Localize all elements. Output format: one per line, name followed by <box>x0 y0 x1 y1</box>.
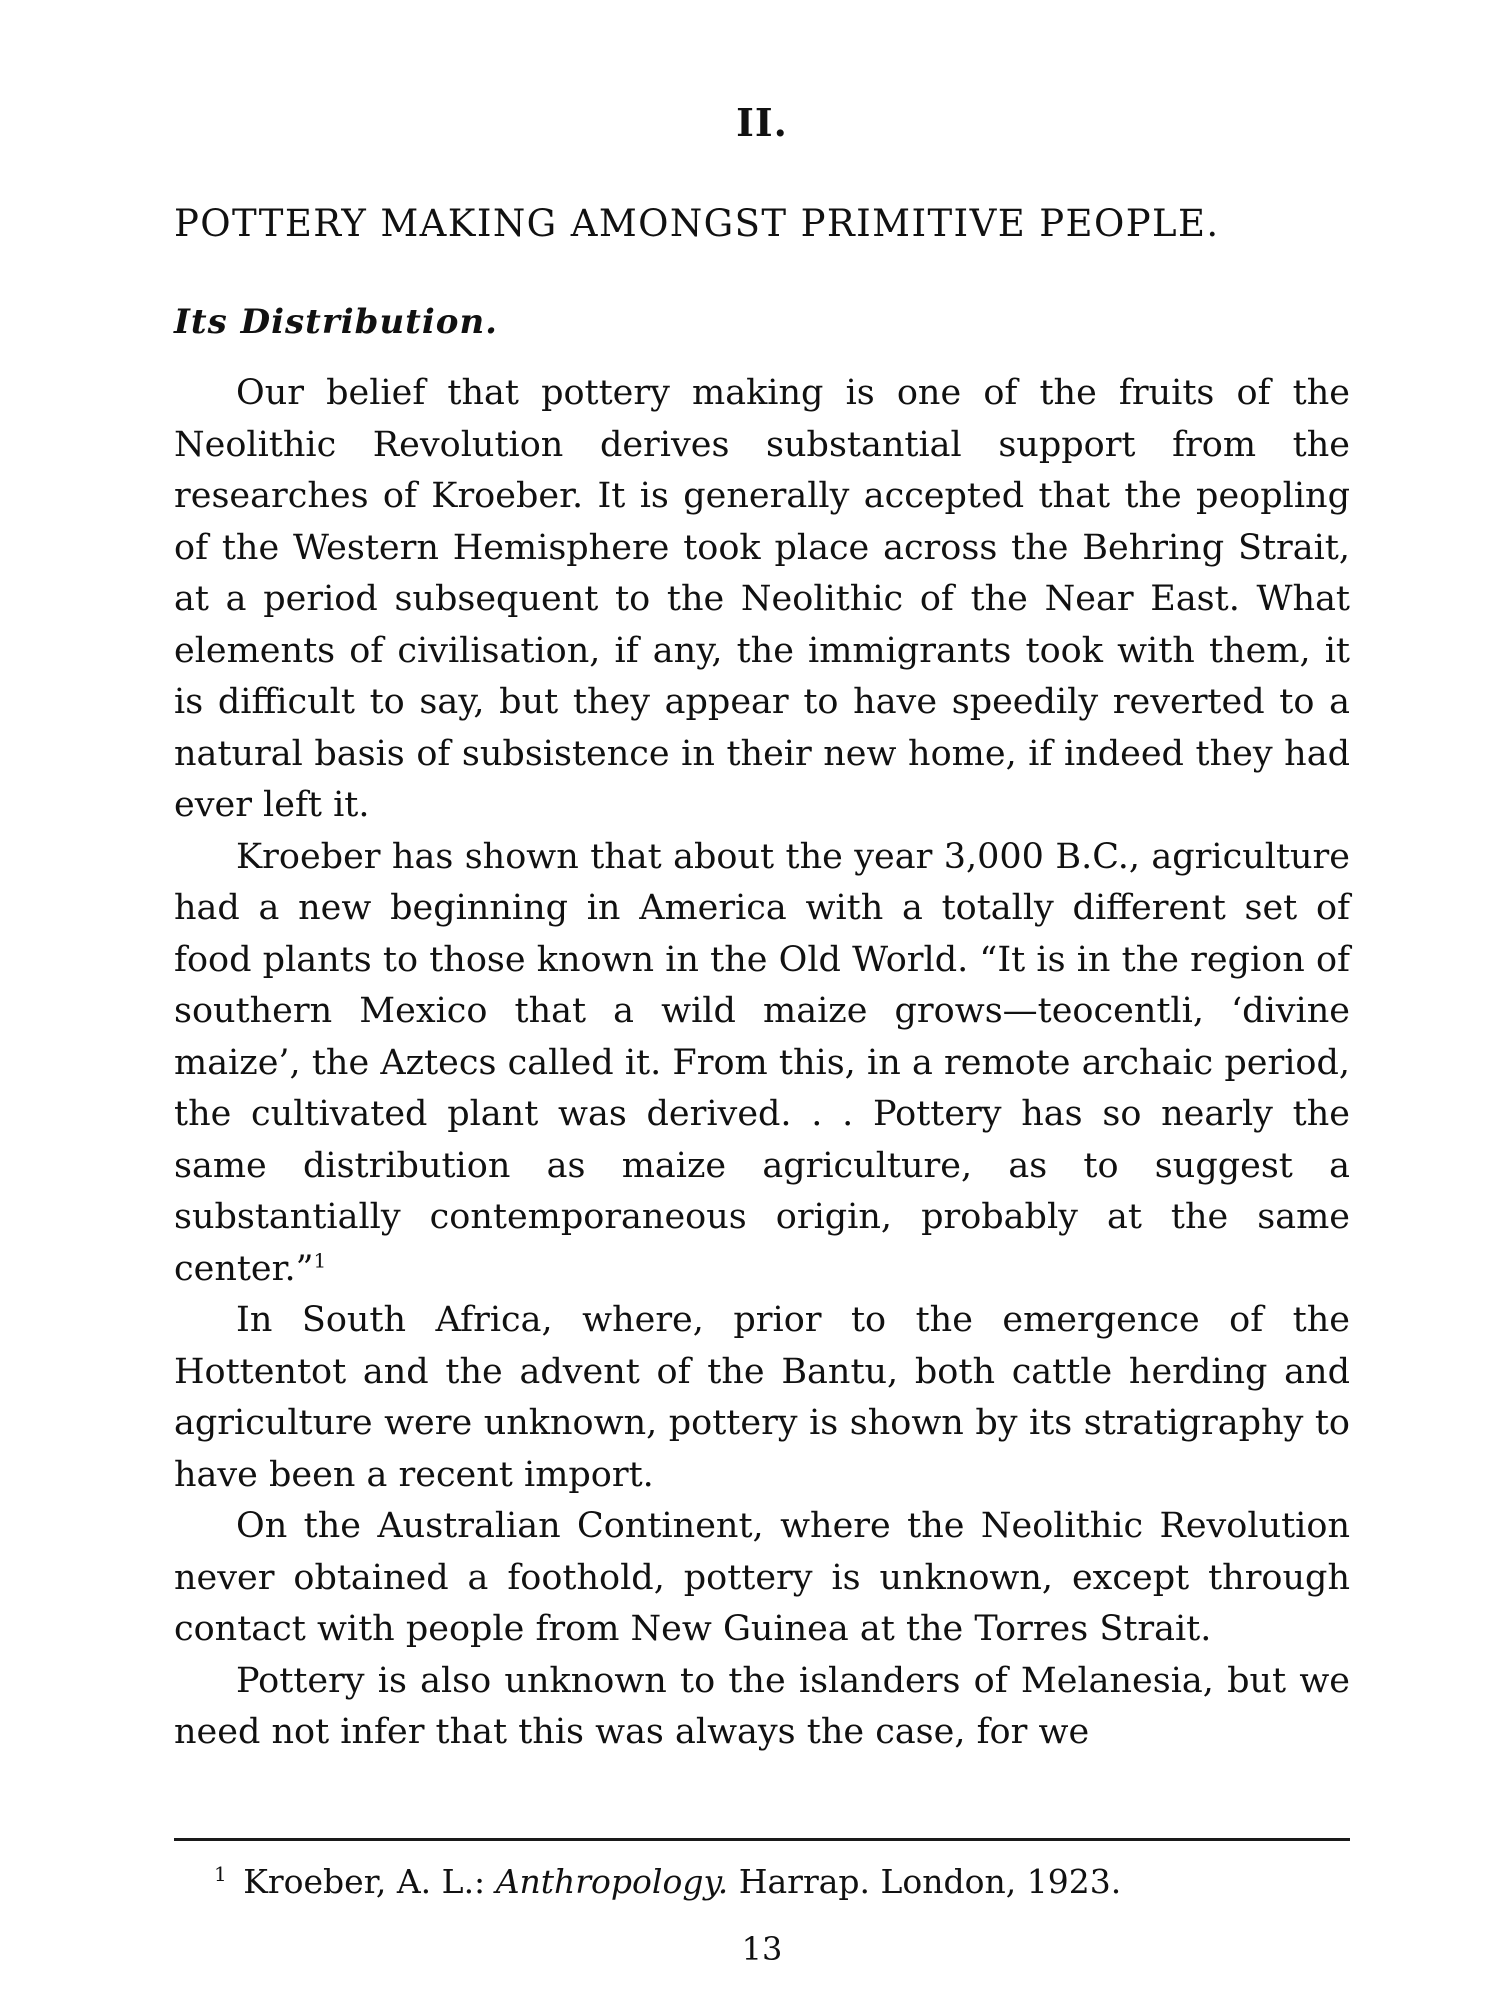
body-text <box>174 368 1350 1759</box>
paragraph: On the Australian Continent, where the Neolithic Revolution never obtained a foothold, pottery is unknown, except through contact with people from New Guinea at the Torres Strait. <box>174 1506 1350 1649</box>
chapter-number: II. <box>736 100 788 145</box>
book-page <box>174 0 1350 2000</box>
section-heading: Its Distribution. <box>174 302 499 342</box>
footnote-divider <box>174 1838 1350 1841</box>
chapter-title: POTTERY MAKING AMONGST PRIMITIVE PEOPLE. <box>174 202 1220 245</box>
footnote-reference: 1 <box>313 1247 327 1272</box>
footnote-work: Anthropology. <box>495 1862 729 1901</box>
footnote <box>214 1862 1121 1901</box>
paragraph: Our belief that pottery making is one of the fruits of the Neolithic Revolution derives substantial support from the researches of Kroeber. It is generally accepted that the peopling of the Western Hemisphere took place across the Behring Strait, at a period subsequent to the Neolithic of the Near East. What elements of civilisation, if any, the immigrants took with them, it is difficult to say, but they appear to have speedily reverted to a natural basis of subsistence in their new home, if indeed they had ever left it. <box>174 373 1350 825</box>
footnote-marker: 1 <box>214 1862 227 1886</box>
paragraph: Pottery is also unknown to the islanders of Melanesia, but we need not infer that this was always the case, for we <box>174 1660 1350 1752</box>
paragraph: In South Africa, where, prior to the emergence of the Hottentot and the advent of the Bantu, both cattle herding and agriculture were unknown, pottery is shown by its stratigraphy to have been a recent import. <box>174 1300 1350 1495</box>
paragraph <box>174 832 1350 1296</box>
footnote-author: Kroeber, A. L.: <box>243 1862 486 1901</box>
paragraph-text: Kroeber has shown that about the year 3,000 B.C., agriculture had a new beginning in America with a totally different set of food plants to those known in the Old World. “It is in the region of southern Mexico that a wild maize grows—teocentli, ‘divine maize’, the Aztecs called it. From this, in a remote archaic period, the cultivated plant was derived. . . Pottery has so nearly the same distribution as maize agriculture, as to suggest a substantially contemporaneous origin, probably at the same center.” <box>174 836 1350 1289</box>
page-number: 13 <box>741 1930 783 1968</box>
footnote-place-year: London, 1923. <box>880 1862 1122 1901</box>
footnote-publisher: Harrap. <box>738 1862 871 1901</box>
